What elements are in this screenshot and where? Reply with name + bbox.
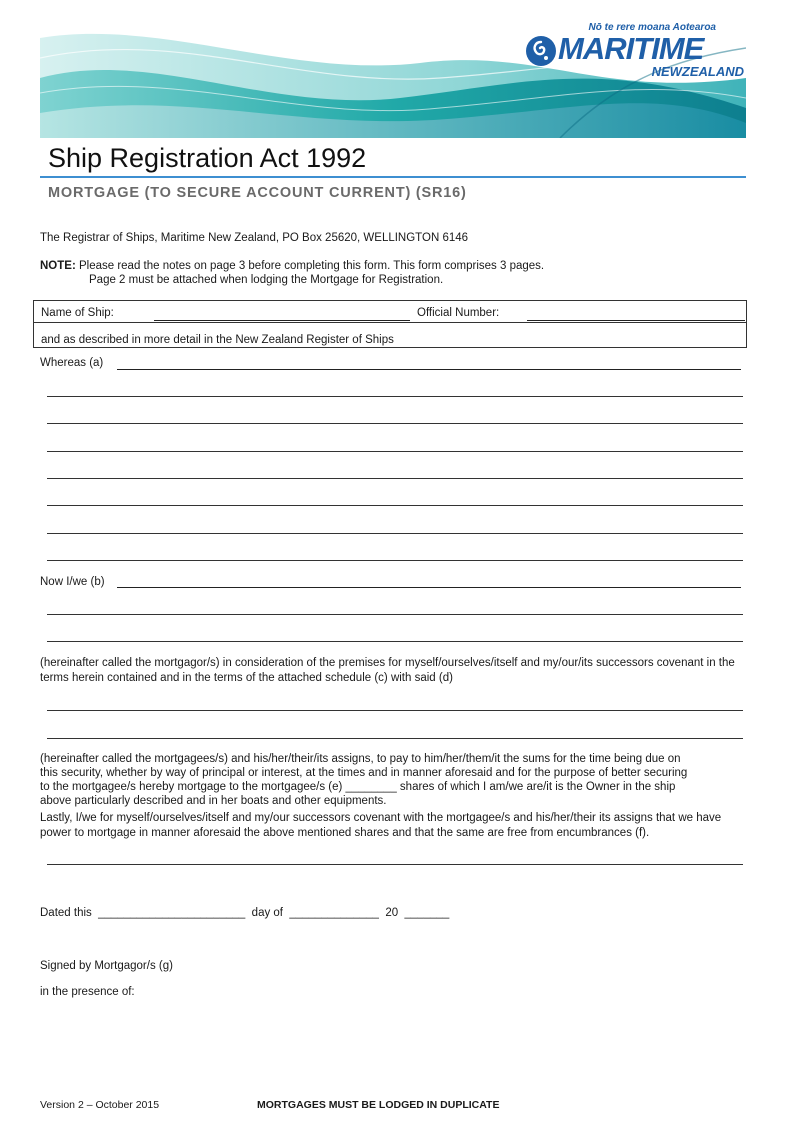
logo-subtitle: NEWZEALAND (651, 64, 744, 79)
ship-details-box (33, 300, 747, 348)
whereas-line[interactable] (47, 478, 743, 479)
year-prefix: 20 (385, 907, 399, 919)
mortgagor-paragraph: (hereinafter called the mortgagor/s) in consideration of the premises for myself/ourselves/itself and my/our/its successors covenant in the terms herein contained and in the terms of the attached schedule (c) with said (d) (40, 657, 735, 684)
nowwe-field[interactable] (117, 587, 741, 588)
official-number-field[interactable] (527, 320, 745, 321)
logo-tagline: Nō te rere moana Aotearoa (588, 22, 716, 33)
encumbrances-line[interactable] (47, 864, 743, 865)
maritime-logo (526, 22, 746, 82)
footer-version: Version 2 – October 2015 (40, 1099, 160, 1111)
whereas-line[interactable] (47, 560, 743, 561)
mortgagee-para-line-4: above particularly described and in her boats and other equipments. (40, 795, 387, 807)
title-divider (40, 176, 746, 178)
mortgagee-line[interactable] (47, 710, 743, 711)
whereas-line[interactable] (47, 451, 743, 452)
logo-wordmark: MARITIME (558, 31, 704, 66)
page-title: Ship Registration Act 1992 (48, 143, 367, 173)
koru-icon (526, 36, 556, 66)
signed-label: Signed by Mortgagor/s (g) (40, 960, 173, 972)
nowwe-line[interactable] (47, 614, 743, 615)
dated-day-field[interactable]: _______________________ (98, 907, 246, 919)
footer-notice: MORTGAGES MUST BE LODGED IN DUPLICATE (257, 1099, 500, 1111)
dated-month-field[interactable]: ______________ (289, 907, 379, 919)
form-subtitle: MORTGAGE (TO SECURE ACCOUNT CURRENT) (SR16) (48, 185, 467, 201)
presence-label: in the presence of: (40, 986, 135, 998)
registrar-address: The Registrar of Ships, Maritime New Zealand, PO Box 25620, WELLINGTON 6146 (40, 232, 469, 244)
whereas-line[interactable] (47, 423, 743, 424)
dated-row (40, 906, 449, 920)
whereas-label: Whereas (a) (40, 357, 104, 369)
mortgagee-para-line-3: to the mortgagee/s hereby mortgage to the mortgagee/s (e) ________ shares of which I am/we are/it is the Owner in the ship (40, 781, 676, 793)
dated-year-field[interactable]: _______ (404, 907, 450, 919)
mortgagee-para-line-2: this security, whether by way of principal or interest, at the times and in manner aforesaid and for the purpose of better securing (40, 767, 688, 779)
day-of-label: day of (251, 907, 283, 919)
mortgagee-para-line-1: (hereinafter called the mortgagees/s) and his/her/their/its assigns, to pay to him/her/them/it the sums for the time being due on (40, 753, 681, 765)
dated-label: Dated this (40, 907, 92, 919)
note-line-1 (40, 259, 544, 273)
official-number-label: Official Number: (417, 307, 500, 319)
register-text: and as described in more detail in the New Zealand Register of Ships (41, 334, 394, 346)
ship-name-label: Name of Ship: (41, 307, 114, 319)
mortgagee-line[interactable] (47, 738, 743, 739)
ship-name-field[interactable] (154, 320, 410, 321)
note-label: NOTE: (40, 260, 76, 272)
box-divider (34, 322, 746, 323)
nowwe-label: Now I/we (b) (40, 576, 105, 588)
lastly-paragraph: Lastly, I/we for myself/ourselves/itself and my/our successors covenant with the mortgagee/s and his/her/their its assigns that we have power to mortgage in manner aforesaid the above mentioned shares and that the same are free from encumbrances (f). (40, 812, 722, 839)
note-line-2: Page 2 must be attached when lodging the Mortgage for Registration. (89, 274, 444, 286)
nowwe-line[interactable] (47, 641, 743, 642)
whereas-field[interactable] (117, 369, 741, 370)
whereas-line[interactable] (47, 396, 743, 397)
note-text-1: Please read the notes on page 3 before completing this form. This form comprises 3 pages. (75, 260, 545, 272)
whereas-line[interactable] (47, 505, 743, 506)
whereas-line[interactable] (47, 533, 743, 534)
